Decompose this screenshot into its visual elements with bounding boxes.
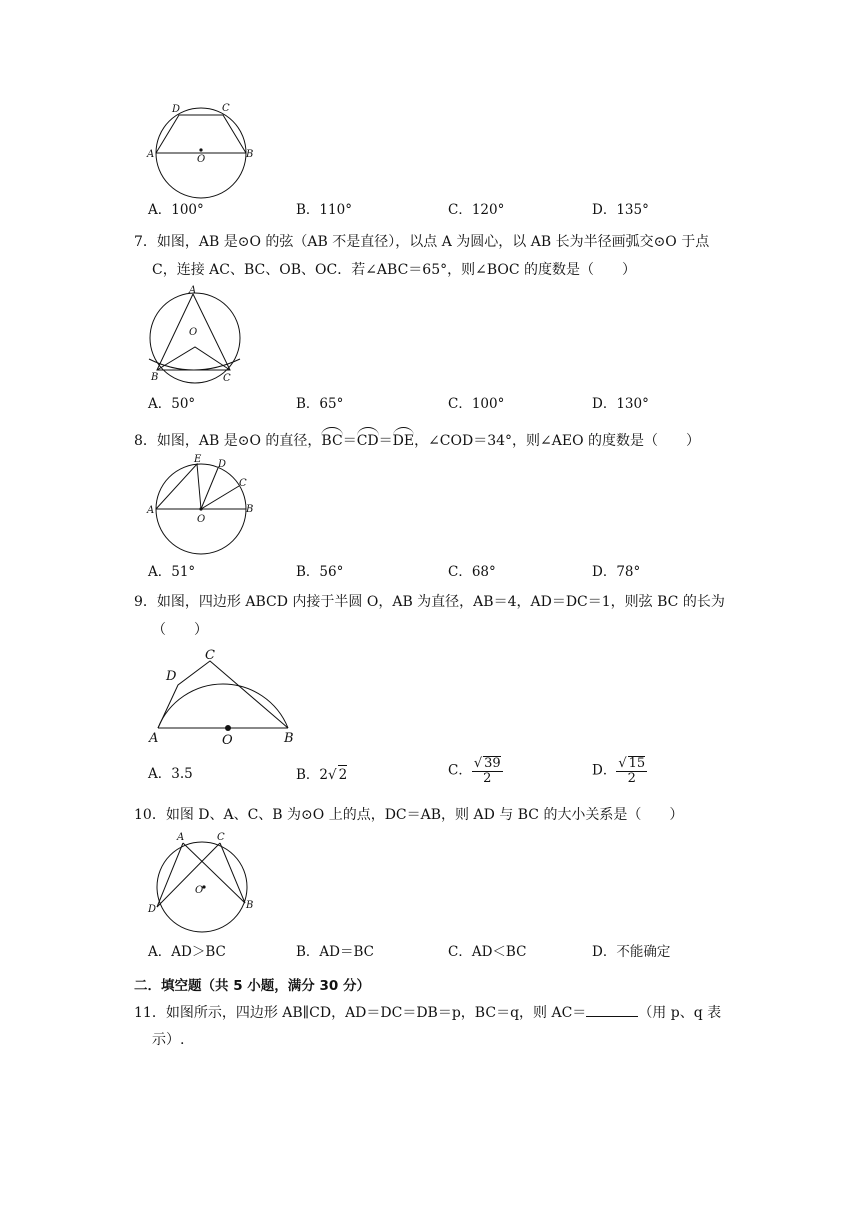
q8-stem — [134, 426, 700, 450]
q9-stem-line1: 9．如图，四边形 ABCD 内接于半圆 O，AB 为直径，AB＝4，AD＝DC＝1，则弦 BC 的长为 — [134, 594, 725, 610]
q7-label-c: C — [223, 373, 231, 384]
q8-option-d: D．78° — [592, 564, 641, 580]
q11-stem-line2: 示）. — [152, 1032, 185, 1048]
q6-option-d: D．135° — [592, 202, 649, 218]
q8-stem-prefix: 8．如图，AB 是⊙O 的直径， — [134, 433, 322, 449]
q8-eq-2: ＝ — [378, 433, 393, 449]
q7-option-d: D．130° — [592, 396, 649, 412]
q8-label-c: C — [239, 478, 247, 489]
q6-label-b: B — [246, 149, 254, 160]
q9-option-d-num: 15 — [628, 756, 646, 771]
q10-option-d: D．不能确定 — [592, 944, 671, 960]
q8-arc-cd: CD — [357, 426, 379, 450]
q8-label-e: E — [194, 454, 202, 465]
q10-label-o: O — [195, 885, 204, 896]
q8-label-a: A — [147, 505, 155, 516]
q9-label-o: O — [222, 733, 233, 748]
q6-option-b: B．110° — [296, 202, 352, 218]
q9-option-b-label: B．2 — [296, 767, 329, 783]
q9-label-c: C — [205, 648, 215, 663]
q9-option-a: A．3.5 — [148, 766, 193, 782]
q9-figure — [145, 645, 305, 748]
q10-option-c: C．AD＜BC — [448, 944, 527, 960]
q9-option-d-den: 2 — [627, 771, 636, 786]
q8-arc-de: DE — [393, 426, 414, 450]
q8-stem-suffix: ，∠COD＝34°，则∠AEO 的度数是（ ） — [414, 433, 701, 449]
q8-label-b: B — [246, 504, 254, 515]
q7-option-a: A．50° — [148, 396, 196, 412]
q7-label-b: B — [151, 372, 159, 383]
q10-option-a: A．AD＞BC — [148, 944, 226, 960]
q10-label-c: C — [217, 832, 225, 843]
q7-figure — [145, 285, 245, 385]
q6-label-c: C — [222, 103, 230, 114]
q11-stem-part2: （用 p、q 表 — [638, 1005, 722, 1021]
q7-label-a: A — [189, 285, 197, 296]
q9-option-d: D． $\frac{√ 15}{2}$ — [592, 756, 646, 786]
q8-arc-bc: BC — [321, 426, 342, 450]
q9-option-b: B．2√ 2 — [296, 767, 348, 783]
q9-option-c-label: C． — [448, 762, 472, 779]
q11-answer-blank[interactable] — [586, 1003, 638, 1017]
q11-stem-line1 — [134, 1003, 721, 1022]
q7-label-o: O — [189, 327, 198, 338]
q10-label-d: D — [148, 904, 157, 915]
q9-option-c: C． $\frac{√ 39}{2}$ — [448, 756, 501, 786]
q10-figure — [145, 830, 260, 935]
q10-label-a: A — [177, 832, 185, 843]
q9-option-c-num: 39 — [484, 756, 501, 771]
q7-stem-line2: C，连接 AC、BC、OB、OC．若∠ABC＝65°，则∠BOC 的度数是（ ） — [152, 262, 637, 278]
q7-option-b: B．65° — [296, 396, 344, 412]
q6-label-o: O — [197, 154, 206, 165]
q8-label-d: D — [218, 459, 227, 470]
q11-stem-part1: 11．如图所示，四边形 AB∥CD，AD＝DC＝DB＝p，BC＝q，则 AC＝ — [134, 1005, 587, 1021]
section-heading: 二．填空题（共 5 小题，满分 30 分） — [134, 978, 370, 994]
q8-option-c: C．68° — [448, 564, 496, 580]
q6-figure — [145, 100, 260, 195]
q9-option-c-den: 2 — [483, 771, 492, 786]
q10-stem: 10．如图 D、A、C、B 为⊙O 上的点，DC＝AB，则 AD 与 BC 的大小关系是（ ） — [134, 807, 684, 823]
q8-label-o: O — [197, 514, 206, 525]
q6-option-c: C．120° — [448, 202, 505, 218]
q6-label-a: A — [147, 149, 155, 160]
q9-option-b-radicand: 2 — [338, 767, 348, 783]
q9-stem-line2: （ ） — [152, 622, 208, 638]
q9-option-d-label: D． — [592, 762, 617, 779]
q7-stem-line1: 7．如图，AB 是⊙O 的弦（AB 不是直径），以点 A 为圆心，以 AB 长为半径画弧交⊙O 于点 — [134, 234, 710, 250]
q9-label-d: D — [166, 669, 177, 684]
q8-option-b: B．56° — [296, 564, 344, 580]
q10-option-b: B．AD＝BC — [296, 944, 374, 960]
q8-figure — [145, 452, 260, 556]
q8-option-a: A．51° — [148, 564, 196, 580]
q9-label-b: B — [284, 731, 294, 746]
q6-option-a: A．100° — [148, 202, 204, 218]
q8-eq-1: ＝ — [342, 433, 357, 449]
q7-option-c: C．100° — [448, 396, 505, 412]
q9-label-a: A — [149, 731, 159, 746]
q10-label-b: B — [246, 900, 254, 911]
q6-label-d: D — [172, 104, 181, 115]
